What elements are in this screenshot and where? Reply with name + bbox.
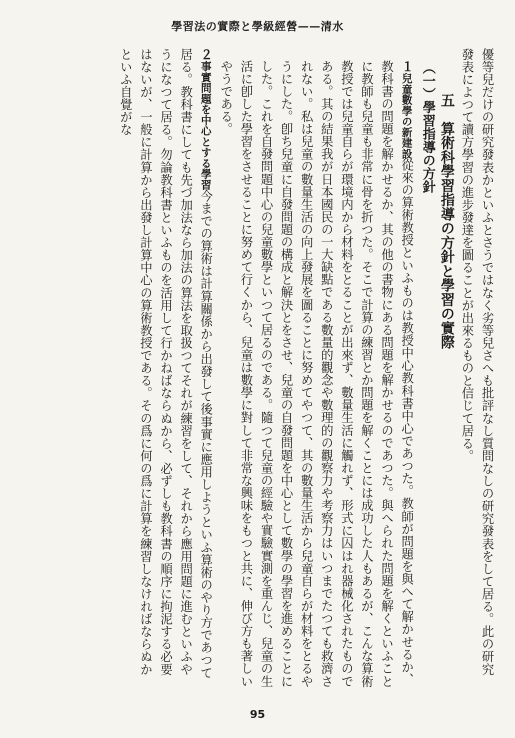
item-1-title: 兒童數學の新建設 — [400, 72, 413, 159]
item-2-title: 事實問題を中心とする學習 — [199, 60, 212, 190]
paragraph-reading-presentation: 優等兒だけの研究發表かといふとさうではなく劣等兒さへも批評なし質問なしの研究發表をして居る。此の研究發表によつて讀方學習の進步發達を圖ることが出來るものと信じて居る。 — [459, 48, 494, 676]
item-1-number: １ — [399, 60, 415, 73]
subsection-heading: （一）學習指導の方針 — [419, 61, 435, 194]
item-2-text: 今までの算術は計算關係から出發して後事實に應用しようといふ算術のやり方であつて居る。教科書にしても先づ加法なら加法の算法を取扱つてそれが練習をして、それから應用問題に進むといふやうになつて居る。勿論教科書といふものを活用して行かねばならぬから、必ずしも教科書の順序に拘泥する必要はないが、一般に計算から出發し計算中心の算術教授である。その爲に何の爲に計算を練習しなければならぬかといふ自覺がな — [118, 48, 213, 680]
item-2-number: ２ — [198, 48, 214, 61]
item-1-text: 從來の算術教授といふものは教授中心教科書中心であつた。教師が問題を與へて解かせるか、教科書の問題を解かせるか、其の他の書物にある問題を解かせるのであつた。與へられた問題を解くといふことに教師も兒童も非常に骨を折つた。そこで計算の練習とか問題を解くことには成功した人もあるが、こんな算術教授では兒童自らが環境内から材料をとることが出來ず、數量生活に觸れず、形式に囚はれ器械化されたものである。其の結果我が日本國民の一大缺點である數量的觀念や數理的の觀察力や考察力はいつまでたつても救濟されない。私は兒童の數量生活の向上發展を圖ることに努めてやつて、其の數量生活から兒童自らが材料をとるやうにした。卽ち兒童に自發問題の構成と解決とをさせ、兒童の自發問題を中心として數學の學習を進めることにした。これを自發問題中心の兒童數學といつて居るのである。隨つて兒童の經驗や實驗實測を重んじ、兒童の生活に卽した學習をさせることに努めて行くから、兒童は數學に對して非常な興味をもつと共に、伸び方も著しいやうである。 — [218, 60, 414, 688]
page-number: 95 — [249, 708, 266, 721]
item-2-paragraph — [115, 48, 215, 688]
item-1-paragraph — [216, 48, 417, 688]
section-heading: 五 算術科學習指導の方針と學習の實際 — [438, 92, 455, 350]
running-header — [0, 18, 515, 38]
running-title: 學習法の實際と學級經營——清水 — [171, 20, 344, 33]
vertical-body-text — [15, 48, 497, 688]
